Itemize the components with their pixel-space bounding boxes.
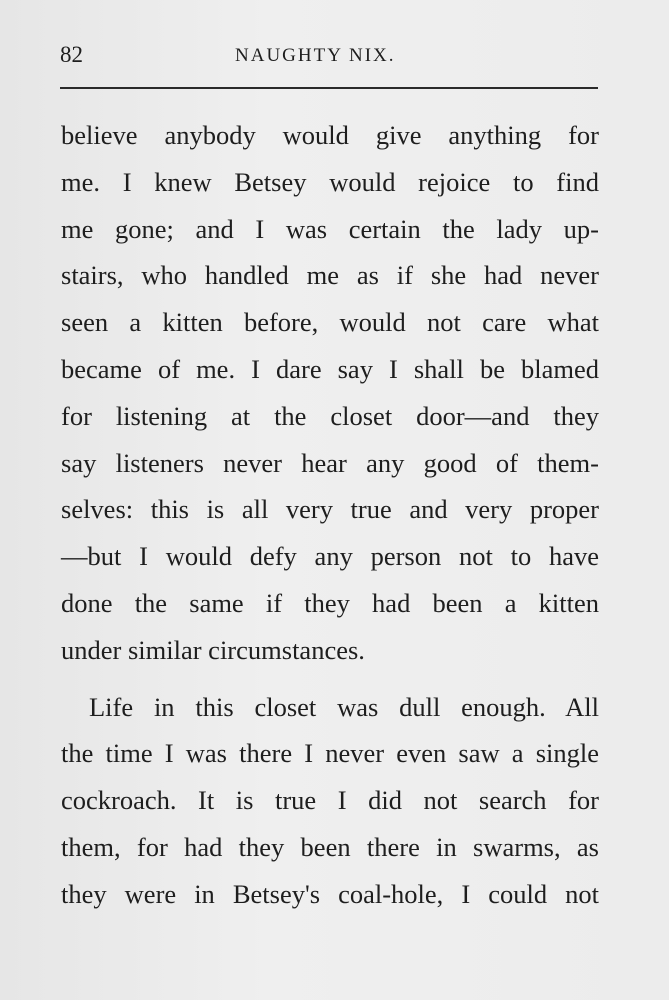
text-line: the time I was there I never even saw a single xyxy=(61,738,599,769)
text-line: me gone; and I was certain the lady up- xyxy=(61,213,599,244)
book-title: NAUGHTY NIX. xyxy=(235,45,396,66)
text-line: me. I knew Betsey would rejoice to find xyxy=(61,166,599,197)
text-line: —but I would defy any person not to have xyxy=(61,541,599,572)
text-line: them, for had they been there in swarms, as xyxy=(61,831,599,862)
body-text xyxy=(61,112,599,918)
text-line: stairs, who handled me as if she had never xyxy=(61,260,599,291)
text-line: say listeners never hear any good of them- xyxy=(61,447,599,478)
text-line: became of me. I dare say I shall be blamed xyxy=(61,353,599,384)
text-line: Life in this closet was dull enough. All xyxy=(89,691,599,722)
text-line: seen a kitten before, would not care what xyxy=(61,307,599,338)
header-rule xyxy=(60,87,598,89)
text-line: cockroach. It is true I did not search for xyxy=(61,785,599,816)
page-number: 82 xyxy=(60,42,83,67)
text-line: under similar circumstances. xyxy=(61,634,365,665)
text-line: done the same if they had been a kitten xyxy=(61,587,599,618)
text-line: for listening at the closet door—and they xyxy=(61,400,599,431)
text-line: selves: this is all very true and very proper xyxy=(61,494,599,525)
running-header xyxy=(60,36,600,76)
text-line: believe anybody would give anything for xyxy=(61,120,599,150)
text-line: they were in Betsey's coal-hole, I could not xyxy=(61,878,599,909)
